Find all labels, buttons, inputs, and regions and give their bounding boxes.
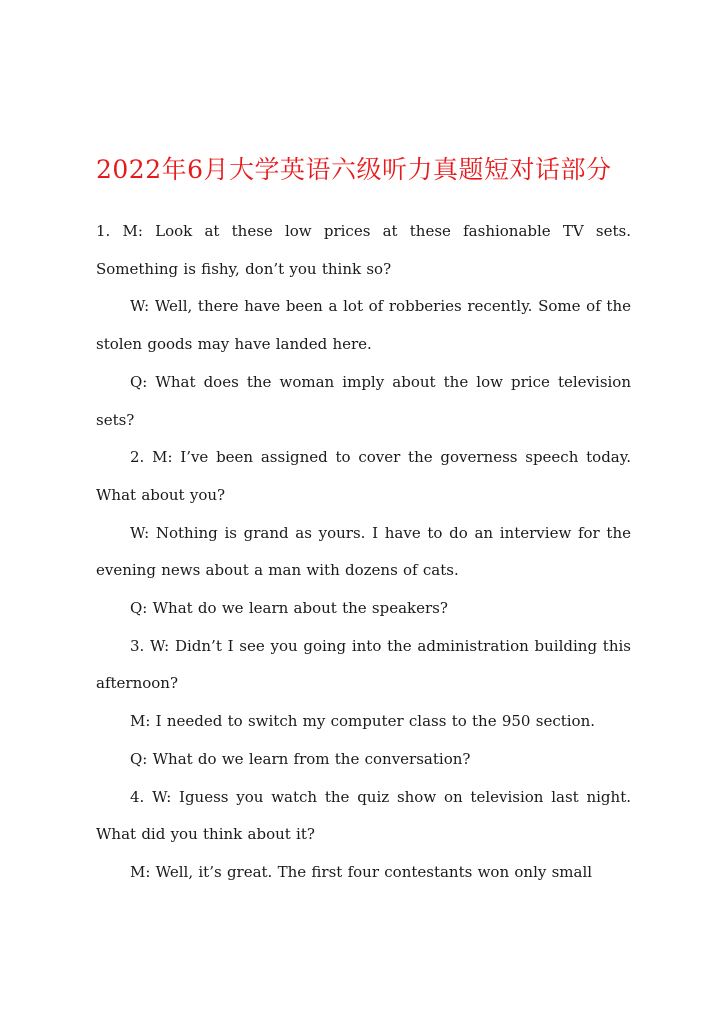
paragraph-q3-man: M: I needed to switch my computer class to the 950 section. [130, 712, 596, 731]
paragraph-q1-man: 1. M: Look at these low prices at these fashionable TV sets. Something is fishy, don’t you think so? [96, 222, 631, 278]
paragraph-q4-woman: 4. W: Iguess you watch the quiz show on television last night. What did you think about it? [96, 787, 631, 844]
document-body [96, 213, 631, 892]
paragraph-q2-woman: W: Nothing is grand as yours. I have to do an interview for the evening news about a man with dozens of cats. [96, 523, 631, 580]
paragraph-q3-woman: 3. W: Didn’t I see you going into the administration building this afternoon? [96, 636, 631, 693]
paragraph-q3-question: Q: What do we learn from the conversation? [130, 749, 471, 768]
paragraph-q1-question: Q: What does the woman imply about the low price television sets? [96, 372, 631, 429]
paragraph-q1-woman: W: Well, there have been a lot of robberies recently. Some of the stolen goods may have landed here. [96, 297, 631, 354]
paragraph-q2-question: Q: What do we learn about the speakers? [130, 599, 448, 618]
document-title: 2022年6月大学英语六级听力真题短对话部分 [96, 155, 612, 184]
paragraph-q2-man: 2. M: I’ve been assigned to cover the governess speech today. What about you? [96, 448, 631, 504]
paragraph-q4-man: M: Well, it’s great. The first four contestants won only small [130, 862, 593, 881]
